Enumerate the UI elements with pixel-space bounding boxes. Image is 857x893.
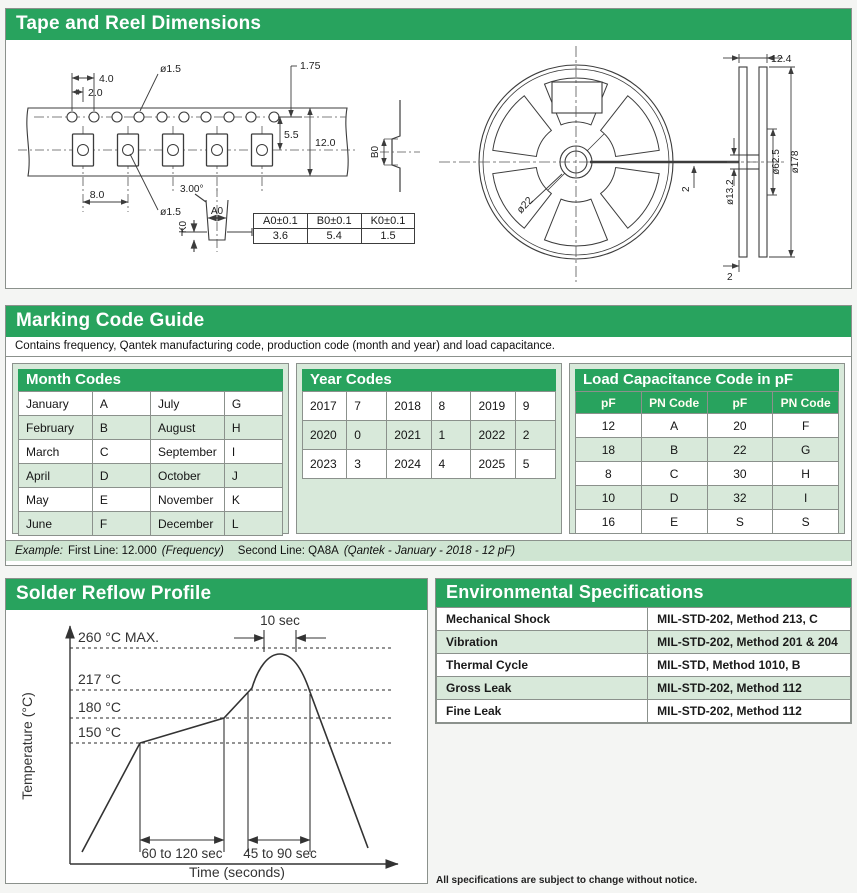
code-cell: I: [224, 440, 282, 464]
code-cell: 4: [431, 450, 471, 479]
pf-cell: 22: [707, 438, 773, 462]
reflow-title: Solder Reflow Profile: [6, 579, 427, 610]
dim-hole-to-pocket: 2.0: [88, 87, 103, 99]
pocket-value-b0: 5.4: [307, 229, 361, 244]
code-cell: 3: [347, 450, 387, 479]
table-row: [19, 512, 283, 536]
table-row: [19, 440, 283, 464]
table-row: [437, 654, 851, 677]
code-cell: E: [92, 488, 150, 512]
code-cell: 1: [431, 421, 471, 450]
year-cell: 2018: [387, 392, 431, 421]
marking-example: [6, 540, 851, 561]
x-axis-label: Time (seconds): [189, 864, 285, 880]
year-cell: 2020: [303, 421, 347, 450]
loadcap-header: PN Code: [641, 392, 707, 414]
marking-code-title: Marking Code Guide: [6, 306, 851, 337]
label-260c-max: 260 °C MAX.: [78, 629, 160, 645]
code-cell: A: [92, 392, 150, 416]
env-test-cell: Fine Leak: [437, 700, 648, 723]
loadcap-header: pF: [576, 392, 642, 414]
pncode-cell: H: [773, 462, 839, 486]
env-method-cell: MIL-STD-202, Method 201 & 204: [648, 631, 851, 654]
dim-b0: B0: [370, 145, 381, 159]
pncode-cell: F: [773, 414, 839, 438]
table-row: [19, 488, 283, 512]
marking-tables: [6, 357, 851, 540]
dim-flange-thickness: 2: [727, 272, 733, 283]
env-test-cell: Gross Leak: [437, 677, 648, 700]
load-cap-subpanel: [569, 363, 845, 534]
pf-cell: 12: [576, 414, 642, 438]
example-second-line: Second Line: QA8A: [237, 545, 339, 557]
month-codes-table: [18, 391, 283, 536]
pncode-cell: E: [641, 510, 707, 534]
month-cell: July: [150, 392, 224, 416]
pf-cell: 18: [576, 438, 642, 462]
dim-a0: A0: [210, 206, 224, 217]
reflow-chart: [12, 612, 422, 880]
load-cap-title: Load Capacitance Code in pF: [575, 369, 839, 391]
month-cell: December: [150, 512, 224, 536]
table-row: [254, 229, 415, 244]
year-cell: 2021: [387, 421, 431, 450]
pf-cell: 10: [576, 486, 642, 510]
env-spec-panel: [435, 578, 852, 724]
month-codes-title: Month Codes: [18, 369, 283, 391]
pncode-cell: D: [641, 486, 707, 510]
pncode-cell: I: [773, 486, 839, 510]
table-row: [576, 414, 839, 438]
pf-cell: S: [707, 510, 773, 534]
year-cell: 2025: [471, 450, 515, 479]
label-time-above-217: 45 to 90 sec: [243, 846, 317, 861]
code-cell: F: [92, 512, 150, 536]
dim-hub-flange-dia: ø62.5: [771, 149, 782, 175]
month-cell: August: [150, 416, 224, 440]
code-cell: H: [224, 416, 282, 440]
pf-cell: 8: [576, 462, 642, 486]
env-method-cell: MIL-STD-202, Method 112: [648, 677, 851, 700]
label-peak-time: 10 sec: [260, 613, 300, 628]
pncode-cell: G: [773, 438, 839, 462]
pncode-cell: S: [773, 510, 839, 534]
year-cell: 2017: [303, 392, 347, 421]
example-first-line: First Line: 12.000: [67, 545, 157, 557]
load-cap-table: [575, 391, 839, 534]
table-row: [19, 416, 283, 440]
pocket-value-a0: 3.6: [254, 229, 308, 244]
label-217c: 217 °C: [78, 671, 121, 687]
table-row: [576, 486, 839, 510]
dim-hole-to-pocket-center: 5.5: [284, 129, 299, 141]
pncode-cell: A: [641, 414, 707, 438]
example-second-note: (Qantek - January - 2018 - 12 pF): [343, 545, 516, 557]
year-codes-table: [302, 391, 556, 479]
month-cell: February: [19, 416, 93, 440]
table-row: [576, 462, 839, 486]
code-cell: 8: [431, 392, 471, 421]
reflow-panel: [5, 578, 428, 884]
code-cell: 5: [515, 450, 555, 479]
table-row: [437, 677, 851, 700]
pf-cell: 30: [707, 462, 773, 486]
pocket-header-b0: B0±0.1: [307, 214, 361, 229]
pncode-cell: C: [641, 462, 707, 486]
label-soak-time: 60 to 120 sec: [141, 846, 223, 861]
code-cell: L: [224, 512, 282, 536]
reel-drawing: [427, 42, 851, 286]
code-cell: 7: [347, 392, 387, 421]
dim-draft-angle: 3.00°: [180, 184, 204, 195]
month-cell: June: [19, 512, 93, 536]
pocket-header-k0: K0±0.1: [361, 214, 415, 229]
table-row: [437, 700, 851, 723]
dim-bore-dia: ø13.2: [725, 179, 736, 205]
pocket-header-a0: A0±0.1: [254, 214, 308, 229]
footer-note: All specifications are subject to change without notice.: [436, 875, 698, 886]
marking-description: Contains frequency, Qantek manufacturing code, production code (month and year) and load capacitance.: [6, 337, 851, 357]
env-method-cell: MIL-STD-202, Method 213, C: [648, 608, 851, 631]
month-cell: October: [150, 464, 224, 488]
year-cell: 2019: [471, 392, 515, 421]
dim-k0: K0: [178, 220, 189, 234]
label-150c: 150 °C: [78, 724, 121, 740]
table-header-row: [576, 392, 839, 414]
label-180c: 180 °C: [78, 699, 121, 715]
pf-cell: 20: [707, 414, 773, 438]
loadcap-header: PN Code: [773, 392, 839, 414]
dim-tape-slot: 2: [681, 186, 692, 192]
code-cell: 2: [515, 421, 555, 450]
table-row: [437, 631, 851, 654]
marking-code-panel: [5, 305, 852, 566]
code-cell: J: [224, 464, 282, 488]
code-cell: C: [92, 440, 150, 464]
year-cell: 2024: [387, 450, 431, 479]
pocket-dimension-table: [253, 213, 415, 244]
env-test-cell: Mechanical Shock: [437, 608, 648, 631]
pf-cell: 16: [576, 510, 642, 534]
pncode-cell: B: [641, 438, 707, 462]
table-row: [576, 510, 839, 534]
reflow-curve: [82, 654, 368, 852]
month-cell: April: [19, 464, 93, 488]
dim-pocket-hole-dia: ø1.5: [160, 206, 182, 218]
code-cell: 9: [515, 392, 555, 421]
dim-edge-to-hole: 1.75: [300, 60, 321, 72]
dim-tape-width: 12.0: [315, 137, 336, 149]
month-cell: March: [19, 440, 93, 464]
month-cell: September: [150, 440, 224, 464]
y-axis-label: Temperature (°C): [19, 692, 35, 800]
code-cell: K: [224, 488, 282, 512]
tape-reel-title: Tape and Reel Dimensions: [6, 9, 851, 40]
table-row: [254, 214, 415, 229]
table-row: [19, 464, 283, 488]
month-cell: May: [19, 488, 93, 512]
dim-hole-dia-top: ø1.5: [160, 63, 182, 75]
env-method-cell: MIL-STD, Method 1010, B: [648, 654, 851, 677]
pocket-value-k0: 1.5: [361, 229, 415, 244]
example-first-note: (Frequency): [161, 545, 224, 557]
tape-drawing: [14, 42, 434, 286]
dim-pocket-pitch: 8.0: [89, 189, 105, 201]
table-row: [303, 450, 556, 479]
code-cell: B: [92, 416, 150, 440]
code-cell: G: [224, 392, 282, 416]
dim-reel-dia: ø178: [790, 150, 801, 174]
env-spec-title: Environmental Specifications: [436, 579, 851, 607]
env-method-cell: MIL-STD-202, Method 112: [648, 700, 851, 723]
dim-hub-dia: ø22: [514, 194, 536, 217]
env-spec-table: [436, 607, 851, 723]
month-cell: January: [19, 392, 93, 416]
year-cell: 2022: [471, 421, 515, 450]
year-codes-title: Year Codes: [302, 369, 556, 391]
env-test-cell: Thermal Cycle: [437, 654, 648, 677]
loadcap-header: pF: [707, 392, 773, 414]
table-row: [437, 608, 851, 631]
example-label: Example:: [15, 545, 63, 557]
year-cell: 2023: [303, 450, 347, 479]
env-test-cell: Vibration: [437, 631, 648, 654]
table-row: [303, 392, 556, 421]
table-row: [19, 392, 283, 416]
pf-cell: 32: [707, 486, 773, 510]
code-cell: D: [92, 464, 150, 488]
year-codes-subpanel: [296, 363, 562, 534]
dim-hole-pitch: 4.0: [99, 73, 114, 85]
month-codes-subpanel: [12, 363, 289, 534]
table-row: [576, 438, 839, 462]
tape-reel-panel: [5, 8, 852, 289]
month-cell: November: [150, 488, 224, 512]
dim-overall-width: 12.4: [771, 53, 792, 65]
code-cell: 0: [347, 421, 387, 450]
table-row: [303, 421, 556, 450]
